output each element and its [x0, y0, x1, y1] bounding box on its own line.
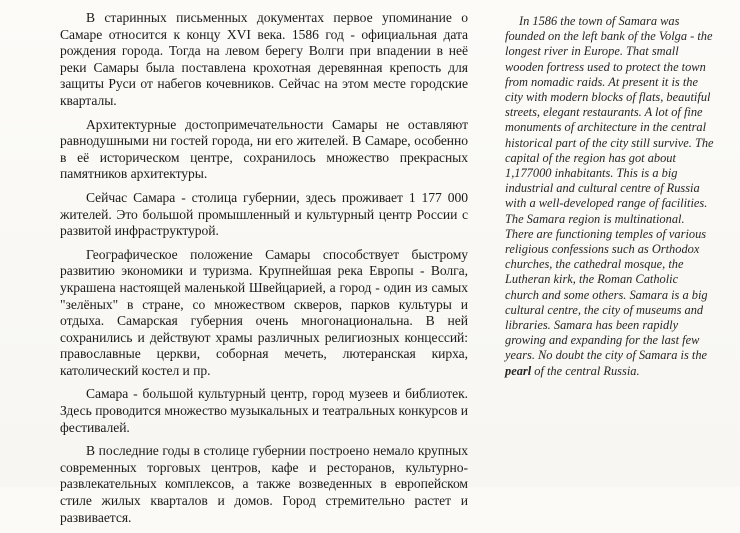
ru-paragraph-1: В старинных письменных документах первое упоминание о Самаре относится к концу XVI века. 1586 год - официальная дата рождения города. Тогда на левом берегу Волги при впадении в неё реки Самары была поставлена крохотная деревянная крепость для защиты Руси от набегов кочевников. Сейчас на этом месте городские кварталы. [60, 10, 468, 108]
en-emphasis-pearl: pearl [505, 363, 532, 378]
en-paragraph [505, 14, 715, 379]
ru-paragraph-3: Сейчас Самара - столица губернии, здесь проживает 1 177 000 жителей. Это большой промышленный и культурный центр России с развитой инфраструктурой. [60, 189, 468, 239]
ru-paragraph-4: Географическое положение Самары способствует быстрому развитию экономики и туризма. Крупнейшая река Европы - Волга, украшена настоящей маленькой Швейцарией, а город - один из самых "зелёных" в стране, со множеством скверов, парков культуры и отдыха. Самарская губерния очень многонациональна. В ней сохранились и действуют храмы различных религиозных концессий: православные церкви, соборная мечеть, лютеранская кирха, католический костел и пр. [60, 246, 468, 378]
english-text-column [505, 14, 715, 379]
ru-paragraph-2: Архитектурные достопримечательности Самары не оставляют равнодушными ни гостей города, ни его жителей. В Самаре, особенно в её историческом центре, сохранилось множество прекрасных памятников архитектуры. [60, 116, 468, 182]
en-text-main: In 1586 the town of Samara was founded on the left bank of the Volga - the longest river in Europe. That small wooden fortress used to protect the town from nomadic raids. At present it is the city with modern blocks of flats, beautiful streets, elegant restaurants. A lot of fine monuments of architecture in the central historical part of the city still survive. The capital of the region has got about 1,177000 inhabitants. This is a big industrial and cultural centre of Russia with a well-developed range of facilities. The Samara region is multinational. There are functioning temples of various religious confessions such as Orthodox churches, the cathedral mosque, the Lutheran kirk, the Roman Catholic church and some others. Samara is a big cultural centre, the city of museums and libraries. Samara has been rapidly growing and expanding for the last few years. No doubt the city of Samara is the [505, 14, 714, 363]
ru-paragraph-6: В последние годы в столице губернии построено немало крупных современных торговых центров, кафе и ресторанов, культурно-развлекательных комплексов, а также возведенных в европейском стиле жилых кварталов и домов. Город стремительно растет и развивается. [60, 443, 468, 525]
en-text-end: of the central Russia. [531, 363, 640, 378]
ru-paragraph-5: Самара - большой культурный центр, город музеев и библиотек. Здесь проводится множество музыкальных и театральных конкурсов и фестивалей. [60, 386, 468, 435]
russian-text-column [60, 10, 468, 533]
